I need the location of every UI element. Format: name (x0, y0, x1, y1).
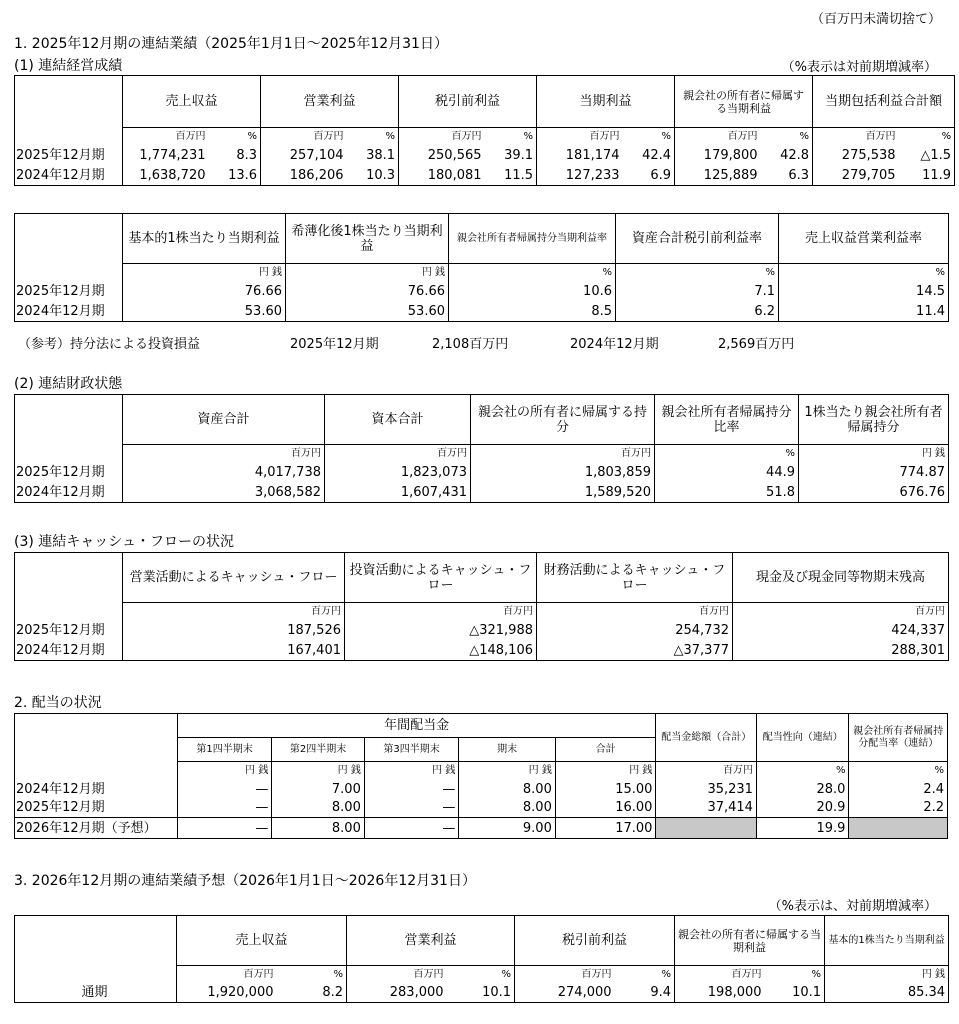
unit-cell: 百万円 (177, 966, 277, 983)
value-cell: 774.87 (799, 463, 949, 483)
unit-cell: % (655, 445, 799, 463)
value-cell: 254,732 (537, 621, 733, 641)
value-cell: 13.6 (209, 166, 261, 186)
section5-title: 3. 2026年12月期の連結業績予想（2026年1月1日～2026年12月31日） (14, 873, 476, 889)
value-cell: 186,206 (261, 166, 347, 186)
value-cell: 8.00 (272, 799, 364, 818)
value-cell: 38.1 (347, 146, 399, 166)
value-cell: 8.2 (277, 983, 347, 1003)
table-row (15, 780, 948, 799)
row-label: 2025年12月期 (15, 621, 123, 641)
table-row (15, 818, 948, 839)
section3-sub: (3) 連結キャッシュ・フローの状況 (14, 534, 235, 550)
col-header: 1株当たり親会社所有者帰属持分 (799, 395, 949, 445)
value-cell: 1,823,073 (325, 463, 471, 483)
col-header: 合計 (555, 738, 656, 762)
row-label: 2025年12月期 (15, 799, 178, 818)
unit-cell: 円 銭 (364, 762, 459, 780)
unit-cell: 百万円 (123, 603, 345, 621)
ref-value-1: 2,108百万円 (432, 337, 509, 352)
unit-cell: 百万円 (675, 966, 765, 983)
row-label: 2025年12月期 (15, 146, 123, 166)
unit-cell: 百万円 (325, 445, 471, 463)
value-cell: 3,068,582 (123, 483, 325, 503)
value-cell: 76.66 (286, 282, 449, 302)
col-header: 年間配当金 (177, 714, 656, 738)
unit-cell: % (277, 966, 347, 983)
value-cell: 274,000 (515, 983, 615, 1003)
value-cell: △148,106 (345, 641, 537, 661)
value-cell: 257,104 (261, 146, 347, 166)
dividends-table (14, 713, 948, 839)
table-row (15, 282, 949, 302)
operating-results-table (14, 75, 955, 186)
unit-cell: % (761, 128, 813, 146)
value-cell: — (364, 780, 459, 799)
row-label: 2024年12月期 (15, 166, 123, 186)
col-header: 親会社所有者帰属持分当期利益率 (449, 214, 616, 264)
unit-cell: 百万円 (347, 966, 447, 983)
col-header: 親会社の所有者に帰属する当期利益 (675, 916, 825, 966)
unit-cell: 百万円 (813, 128, 899, 146)
unit-note: （百万円未満切捨て） (810, 12, 941, 27)
value-cell: 17.00 (555, 818, 656, 839)
col-header: 当期包括利益合計額 (813, 76, 955, 128)
value-cell: 6.2 (616, 302, 779, 322)
row-label: 2025年12月期 (15, 282, 123, 302)
value-cell: 76.66 (123, 282, 286, 302)
row-label: 2025年12月期 (15, 463, 123, 483)
unit-cell: 百万円 (399, 128, 485, 146)
table-row (15, 621, 949, 641)
unit-cell: 円 銭 (799, 445, 949, 463)
value-cell: 6.3 (761, 166, 813, 186)
value-cell: 85.34 (825, 983, 949, 1003)
col-header: 当期利益 (537, 76, 675, 128)
value-cell: 51.8 (655, 483, 799, 503)
financial-position-table (14, 394, 949, 503)
unit-cell: % (449, 264, 616, 282)
value-cell: 8.5 (449, 302, 616, 322)
col-header: 営業利益 (261, 76, 399, 128)
col-header: 営業利益 (347, 916, 515, 966)
unit-cell: 百万円 (123, 445, 325, 463)
value-cell: 6.9 (623, 166, 675, 186)
unit-cell: 百万円 (675, 128, 761, 146)
col-header: 財務活動によるキャッシュ・フロー (537, 553, 733, 603)
unit-cell: 百万円 (261, 128, 347, 146)
shaded-cell (849, 818, 948, 839)
table-row (15, 463, 949, 483)
ref-period-2: 2024年12月期 (570, 337, 659, 352)
table-row (15, 483, 949, 503)
value-cell: — (364, 818, 459, 839)
table-row (15, 983, 949, 1003)
value-cell: 198,000 (675, 983, 765, 1003)
value-cell: 7.1 (616, 282, 779, 302)
ref-label: （参考）持分法による投資損益 (18, 337, 201, 352)
table-row (15, 302, 949, 322)
col-header: 投資活動によるキャッシュ・フロー (345, 553, 537, 603)
value-cell: 10.1 (765, 983, 825, 1003)
value-cell: 4,017,738 (123, 463, 325, 483)
unit-cell: % (616, 264, 779, 282)
value-cell: — (177, 780, 272, 799)
cash-flow-table (14, 552, 949, 661)
forecast-pct-note: （%表示は、対前期増減率） (768, 899, 937, 914)
col-header: 親会社の所有者に帰属する当期利益 (675, 76, 813, 128)
unit-cell: 百万円 (515, 966, 615, 983)
unit-cell: 円 銭 (272, 762, 364, 780)
unit-cell: 百万円 (471, 445, 655, 463)
value-cell: — (177, 818, 272, 839)
pct-note: （%表示は対前期増減率） (781, 60, 937, 75)
value-cell: 35,231 (656, 780, 757, 799)
unit-cell: 円 銭 (825, 966, 949, 983)
col-header: 親会社の所有者に帰属する持分 (471, 395, 655, 445)
unit-cell: 円 銭 (123, 264, 286, 282)
value-cell: △1.5 (899, 146, 955, 166)
value-cell: 39.1 (485, 146, 537, 166)
unit-cell: % (209, 128, 261, 146)
row-label: 2024年12月期 (15, 641, 123, 661)
unit-cell: % (485, 128, 537, 146)
unit-cell: 百万円 (733, 603, 949, 621)
row-label: 2024年12月期 (15, 780, 178, 799)
col-header: 配当金総額（合計） (656, 714, 757, 762)
table-row (15, 146, 955, 166)
value-cell: 424,337 (733, 621, 949, 641)
row-label: 2024年12月期 (15, 302, 123, 322)
value-cell: 187,526 (123, 621, 345, 641)
value-cell: 7.00 (272, 780, 364, 799)
value-cell: 2.4 (849, 780, 948, 799)
unit-cell: 百万円 (537, 128, 623, 146)
value-cell: 53.60 (286, 302, 449, 322)
section1-sub: (1) 連結経営成績 (14, 58, 123, 74)
col-header: 税引前利益 (399, 76, 537, 128)
col-header: 税引前利益 (515, 916, 675, 966)
ref-period-1: 2025年12月期 (290, 337, 379, 352)
unit-cell: % (779, 264, 949, 282)
value-cell: 11.9 (899, 166, 955, 186)
value-cell: — (177, 799, 272, 818)
value-cell: 279,705 (813, 166, 899, 186)
value-cell: 9.4 (615, 983, 675, 1003)
col-header: 親会社所有者帰属持分配当率（連結） (849, 714, 948, 762)
col-header: 営業活動によるキャッシュ・フロー (123, 553, 345, 603)
unit-cell: 円 銭 (555, 762, 656, 780)
unit-cell: 円 銭 (177, 762, 272, 780)
value-cell: 125,889 (675, 166, 761, 186)
unit-cell: 円 銭 (459, 762, 556, 780)
section1-title: 1. 2025年12月期の連結業績（2025年1月1日～2025年12月31日） (14, 36, 448, 52)
col-header: 資産合計 (123, 395, 325, 445)
value-cell: 9.00 (459, 818, 556, 839)
unit-cell: 百万円 (656, 762, 757, 780)
unit-cell: % (765, 966, 825, 983)
value-cell: 8.00 (272, 818, 364, 839)
unit-cell: 円 銭 (286, 264, 449, 282)
col-header: 第3四半期末 (364, 738, 459, 762)
value-cell: 181,174 (537, 146, 623, 166)
value-cell: 19.9 (756, 818, 848, 839)
col-header: 第2四半期末 (272, 738, 364, 762)
value-cell: 8.3 (209, 146, 261, 166)
value-cell: 11.4 (779, 302, 949, 322)
unit-cell: 百万円 (345, 603, 537, 621)
unit-cell: 百万円 (123, 128, 209, 146)
value-cell: 275,538 (813, 146, 899, 166)
unit-cell: % (756, 762, 848, 780)
value-cell: 1,638,720 (123, 166, 209, 186)
value-cell: 1,803,859 (471, 463, 655, 483)
value-cell: 250,565 (399, 146, 485, 166)
value-cell: — (364, 799, 459, 818)
section4-title: 2. 配当の状況 (14, 695, 102, 711)
value-cell: △37,377 (537, 641, 733, 661)
value-cell: 8.00 (459, 799, 556, 818)
row-label: 2026年12月期（予想） (15, 818, 178, 839)
unit-cell: % (447, 966, 515, 983)
unit-cell: % (623, 128, 675, 146)
value-cell: 179,800 (675, 146, 761, 166)
col-header: 売上収益 (123, 76, 261, 128)
unit-cell: % (849, 762, 948, 780)
col-header: 希薄化後1株当たり当期利益 (286, 214, 449, 264)
value-cell: 288,301 (733, 641, 949, 661)
row-label: 通期 (15, 983, 177, 1003)
value-cell: 180,081 (399, 166, 485, 186)
value-cell: 8.00 (459, 780, 556, 799)
col-header: 配当性向（連結） (756, 714, 848, 762)
shaded-cell (656, 818, 757, 839)
col-header: 基本的1株当たり当期利益 (825, 916, 949, 966)
col-header: 第1四半期末 (177, 738, 272, 762)
value-cell: 167,401 (123, 641, 345, 661)
value-cell: 283,000 (347, 983, 447, 1003)
col-header: 売上収益 (177, 916, 347, 966)
col-header: 資産合計税引前利益率 (616, 214, 779, 264)
value-cell: 1,589,520 (471, 483, 655, 503)
value-cell: 2.2 (849, 799, 948, 818)
row-label: 2024年12月期 (15, 483, 123, 503)
value-cell: 42.4 (623, 146, 675, 166)
table-row (15, 641, 949, 661)
unit-cell: % (615, 966, 675, 983)
value-cell: 1,607,431 (325, 483, 471, 503)
col-header: 期末 (459, 738, 556, 762)
value-cell: 10.6 (449, 282, 616, 302)
per-share-table (14, 213, 949, 322)
col-header: 親会社所有者帰属持分比率 (655, 395, 799, 445)
unit-cell: % (347, 128, 399, 146)
value-cell: 15.00 (555, 780, 656, 799)
value-cell: 127,233 (537, 166, 623, 186)
col-header: 資本合計 (325, 395, 471, 445)
value-cell: 1,774,231 (123, 146, 209, 166)
col-header: 現金及び現金同等物期末残高 (733, 553, 949, 603)
value-cell: 44.9 (655, 463, 799, 483)
value-cell: 42.8 (761, 146, 813, 166)
value-cell: 1,920,000 (177, 983, 277, 1003)
col-header: 基本的1株当たり当期利益 (123, 214, 286, 264)
value-cell: 14.5 (779, 282, 949, 302)
value-cell: 676.76 (799, 483, 949, 503)
value-cell: 28.0 (756, 780, 848, 799)
value-cell: 10.3 (347, 166, 399, 186)
col-header: 売上収益営業利益率 (779, 214, 949, 264)
value-cell: 37,414 (656, 799, 757, 818)
table-row (15, 799, 948, 818)
value-cell: 20.9 (756, 799, 848, 818)
value-cell: 11.5 (485, 166, 537, 186)
unit-cell: 百万円 (537, 603, 733, 621)
section2-sub: (2) 連結財政状態 (14, 376, 123, 392)
value-cell: △321,988 (345, 621, 537, 641)
ref-value-2: 2,569百万円 (718, 337, 795, 352)
value-cell: 10.1 (447, 983, 515, 1003)
value-cell: 16.00 (555, 799, 656, 818)
value-cell: 53.60 (123, 302, 286, 322)
forecast-table (14, 915, 949, 1003)
table-row (15, 166, 955, 186)
unit-cell: % (899, 128, 955, 146)
